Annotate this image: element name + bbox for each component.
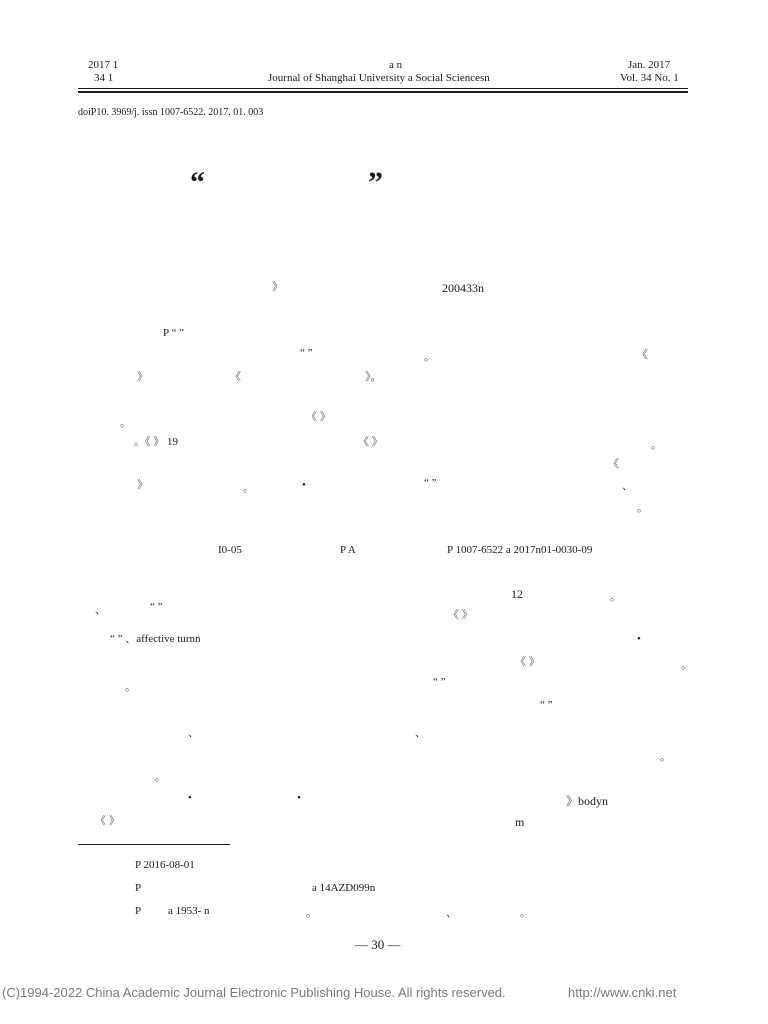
footnote-author-mark: 。 <box>306 907 317 919</box>
abstract-fragment: 。 <box>120 417 131 429</box>
body-fragment: 》bodyn <box>566 794 609 808</box>
abstract-fragment: “ ” <box>424 477 437 489</box>
abstract-fragment: 》。 <box>365 371 382 383</box>
body-fragment: 。 <box>125 681 136 693</box>
abstract-fragment: 《 <box>608 458 619 470</box>
document-code: P A <box>340 544 356 556</box>
abstract-fragment: 。《 》 19 <box>134 436 178 448</box>
body-fragment: m <box>515 815 525 829</box>
header-journal-name-cn: a n <box>389 59 403 71</box>
body-fragment: “ ” <box>540 699 553 711</box>
page-number: — 30 — <box>355 937 401 952</box>
header-date: Jan. 2017 <box>628 59 671 71</box>
body-fragment: 《 》 <box>448 609 473 621</box>
abstract-fragment: 。 <box>424 351 435 363</box>
body-fragment: • <box>297 792 301 804</box>
source-url-watermark: http://www.cnki.net <box>568 985 677 1000</box>
abstract-fragment: • <box>302 479 306 491</box>
doi: doiP10. 3969/j. issn 1007-6522. 2017. 01. 003 <box>78 107 264 118</box>
body-fragment: 《 》 <box>515 656 540 668</box>
header-rule-thick <box>78 91 688 93</box>
body-fragment: 12 <box>511 587 523 601</box>
copyright-watermark: (C)1994-2022 China Academic Journal Electronic Publishing House. All rights reserved. <box>2 985 506 1000</box>
body-fragment: • <box>188 792 192 804</box>
abstract-fragment: 、 <box>622 480 633 492</box>
abstract-fragment: 。 <box>243 482 254 494</box>
abstract-fragment: 。 <box>651 439 662 451</box>
header-year-issue: 2017 1 <box>88 59 119 71</box>
affiliation-postcode: 200433n <box>442 281 484 295</box>
body-fragment: • <box>637 633 641 645</box>
clc-number: I0-05 <box>218 544 242 556</box>
abstract-fragment: 《 <box>230 371 241 383</box>
header-rule-thin <box>78 88 688 89</box>
body-fragment: 、 <box>415 727 426 739</box>
footnote-author-mark: 。 <box>520 907 531 919</box>
body-fragment: 。 <box>681 659 692 671</box>
title-open-quote: “ <box>190 166 205 199</box>
footnote-author-info: a 1953- n <box>168 905 210 917</box>
abstract-fragment: 》 <box>137 371 148 383</box>
body-fragment: 、 <box>188 727 199 739</box>
footnote-fund-number: a 14AZD099n <box>312 882 376 894</box>
abstract-fragment: “ ” <box>300 347 313 359</box>
abstract-fragment: P “ ” <box>163 327 184 339</box>
footnote-received-date: P 2016-08-01 <box>135 859 195 871</box>
body-fragment: “ ” <box>150 601 163 613</box>
body-fragment: 。 <box>610 591 621 603</box>
body-fragment: 、 <box>95 604 106 616</box>
abstract-fragment: 《 <box>637 349 648 361</box>
header-journal-name-en: Journal of Shanghai University a Social Sciencesn <box>268 72 490 84</box>
abstract-fragment: 《 》 <box>306 411 331 423</box>
body-fragment: “ ” 、affective turnn <box>110 633 201 645</box>
header-volume-issue: 34 1 <box>94 72 114 84</box>
header-volume-number: Vol. 34 No. 1 <box>620 72 679 84</box>
body-fragment: “ ” <box>433 676 446 688</box>
title-close-quote: ” <box>368 166 383 199</box>
body-fragment: 。 <box>155 771 166 783</box>
affiliation-mark: 》 <box>272 281 283 293</box>
footnote-author-label: P <box>135 905 142 917</box>
footnote-author-mark: 、 <box>446 907 457 919</box>
abstract-fragment: 《 》 <box>358 436 383 448</box>
article-id: P 1007-6522 a 2017n01-0030-09 <box>447 544 593 556</box>
abstract-fragment: 。 <box>637 502 648 514</box>
body-fragment: 。 <box>660 751 671 763</box>
abstract-fragment: 》 <box>137 479 148 491</box>
footnote-rule <box>78 844 230 845</box>
body-fragment: 《 》 <box>95 815 120 827</box>
footnote-fund-label: P <box>135 882 142 894</box>
